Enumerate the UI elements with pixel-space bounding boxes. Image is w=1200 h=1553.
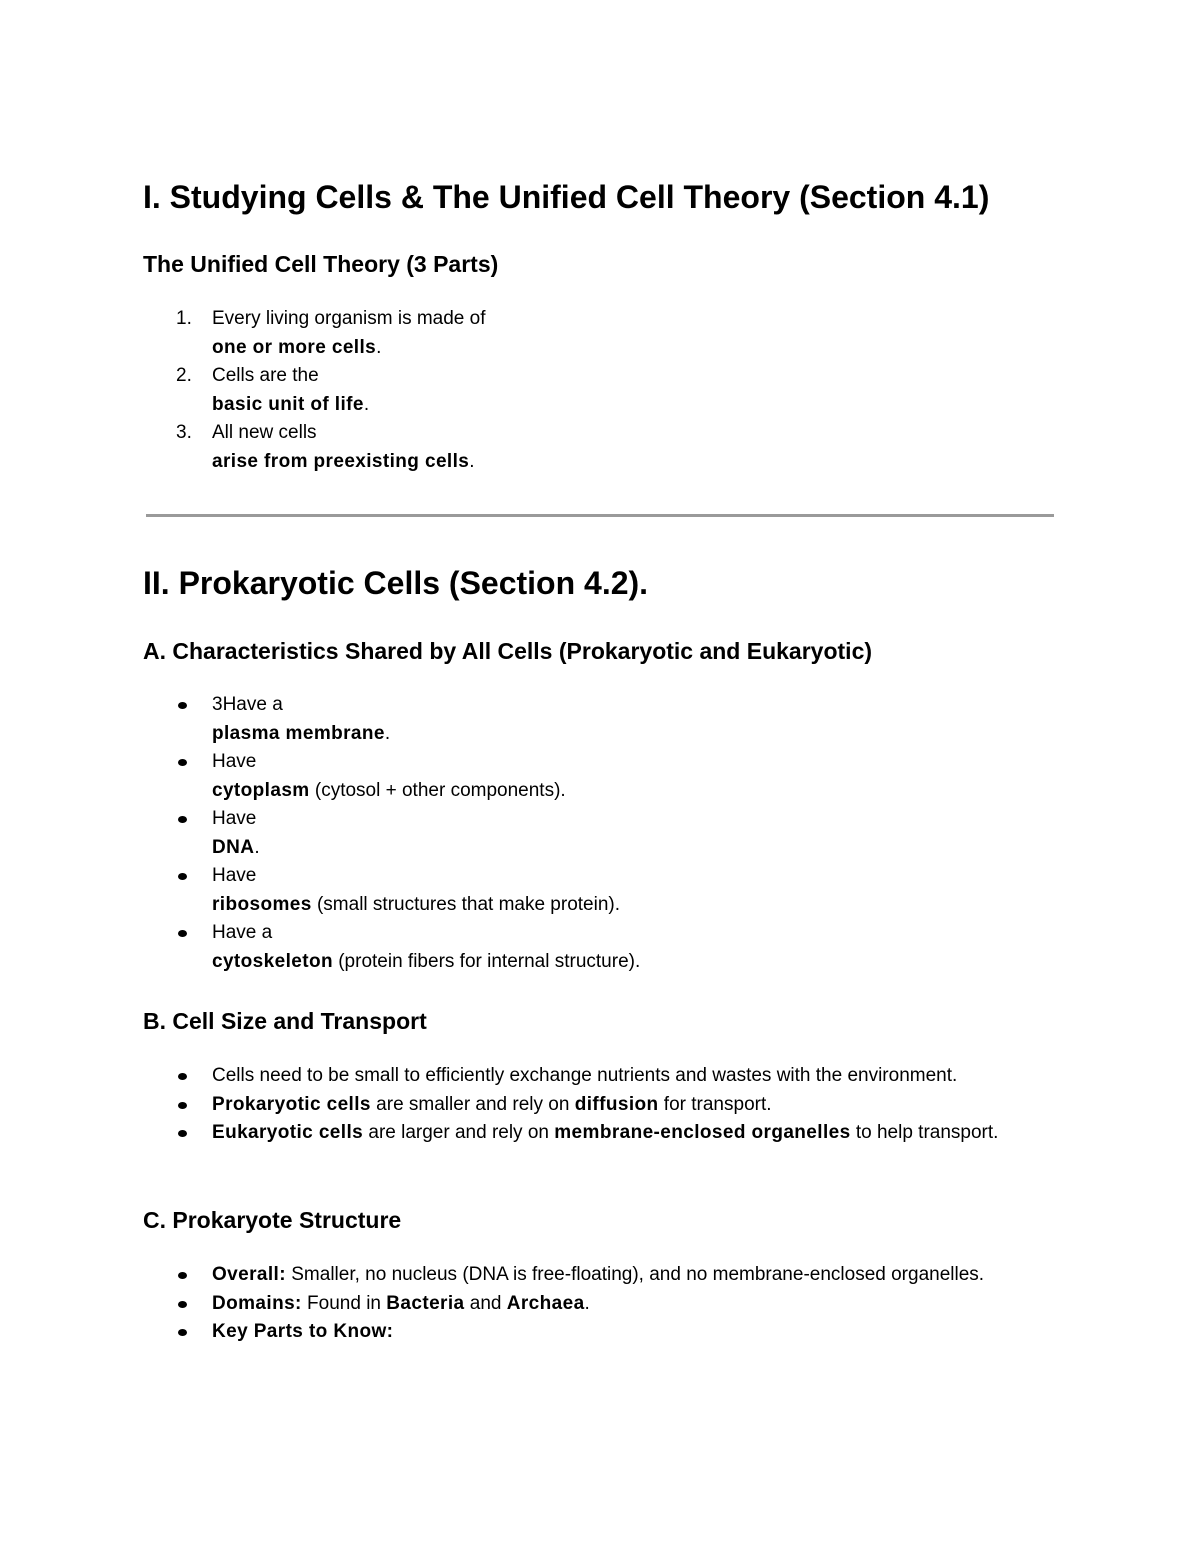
item-text: are smaller and rely on bbox=[370, 1093, 575, 1115]
prokaryote-structure-list bbox=[143, 1261, 1073, 1347]
item-text: All new cells bbox=[212, 422, 317, 443]
bullet-icon bbox=[178, 1301, 187, 1308]
bullet-icon bbox=[178, 1329, 187, 1336]
item-label: Domains: bbox=[212, 1292, 302, 1314]
item-text: and bbox=[464, 1292, 507, 1314]
bullet-icon bbox=[178, 1130, 187, 1137]
item-suffix: . bbox=[376, 336, 382, 358]
item-bold-term: ribosomes bbox=[212, 893, 312, 915]
item-bold-term: cytoplasm bbox=[212, 779, 310, 801]
list-number: 3. bbox=[176, 422, 192, 443]
item-text: Every living organism is made of bbox=[212, 308, 486, 329]
item-suffix: . bbox=[469, 450, 475, 472]
item-bold-term: arise from preexisting cells bbox=[212, 450, 470, 472]
list-item bbox=[143, 805, 1073, 862]
cell-theory-list bbox=[143, 305, 1073, 476]
list-item bbox=[143, 362, 1073, 419]
item-text: Have bbox=[212, 865, 257, 886]
list-item bbox=[143, 919, 1073, 976]
item-bold-term: Archaea bbox=[506, 1292, 585, 1314]
list-item bbox=[143, 1261, 1073, 1290]
item-bold-term: Bacteria bbox=[386, 1292, 465, 1314]
horizontal-divider bbox=[146, 514, 1054, 517]
bullet-icon bbox=[178, 930, 187, 937]
item-bold-term: membrane-enclosed organelles bbox=[554, 1122, 851, 1143]
item-text: . bbox=[584, 1292, 590, 1314]
item-suffix: (cytosol + other components). bbox=[309, 779, 566, 801]
list-item bbox=[143, 691, 1073, 748]
item-text: Cells are the bbox=[212, 365, 319, 386]
item-text: to help transport. bbox=[850, 1122, 999, 1143]
item-bold-term: plasma membrane bbox=[212, 722, 385, 744]
list-number: 2. bbox=[176, 365, 192, 386]
section-2-title: II. Prokaryotic Cells (Section 4.2). bbox=[143, 565, 649, 601]
list-item bbox=[143, 305, 1073, 362]
item-text: 3Have a bbox=[212, 694, 283, 715]
list-item bbox=[143, 748, 1073, 805]
bullet-icon bbox=[178, 759, 187, 766]
item-text: are larger and rely on bbox=[363, 1122, 555, 1143]
list-number: 1. bbox=[176, 308, 192, 329]
bullet-icon bbox=[178, 702, 187, 709]
item-label: Key Parts to Know: bbox=[212, 1321, 394, 1342]
item-suffix: (protein fibers for internal structure). bbox=[332, 950, 641, 972]
list-item bbox=[143, 419, 1073, 476]
cell-size-list bbox=[143, 1062, 1073, 1148]
item-bold-term: Eukaryotic cells bbox=[212, 1122, 364, 1143]
item-bold-term: one or more cells bbox=[212, 336, 377, 358]
item-label: Overall: bbox=[212, 1264, 286, 1285]
item-text: Cells need to be small to efficiently exchange nutrients and wastes with the environment. bbox=[212, 1065, 958, 1086]
item-suffix: . bbox=[384, 722, 391, 744]
item-text: Smaller, no nucleus (DNA is free-floating), and no membrane-enclosed organelles. bbox=[285, 1264, 985, 1285]
unified-cell-theory-heading: The Unified Cell Theory (3 Parts) bbox=[143, 251, 499, 277]
list-item bbox=[143, 1290, 1073, 1319]
bullet-icon bbox=[178, 1102, 187, 1109]
list-item bbox=[143, 1119, 1073, 1148]
item-suffix: (small structures that make protein). bbox=[311, 893, 621, 915]
item-bold-term: diffusion bbox=[574, 1093, 659, 1115]
item-suffix: . bbox=[254, 836, 260, 858]
part-c-heading: C. Prokaryote Structure bbox=[143, 1207, 402, 1233]
list-item bbox=[143, 1091, 1073, 1120]
bullet-icon bbox=[178, 816, 187, 823]
item-suffix: . bbox=[363, 393, 370, 415]
list-item bbox=[143, 862, 1073, 919]
list-item bbox=[143, 1318, 1073, 1347]
item-bold-term: cytoskeleton bbox=[212, 950, 333, 972]
item-text: for transport. bbox=[658, 1093, 772, 1115]
item-bold-term: Prokaryotic cells bbox=[212, 1093, 371, 1115]
bullet-icon bbox=[178, 1073, 187, 1080]
item-bold-term: DNA bbox=[212, 836, 255, 858]
section-1-title: I. Studying Cells & The Unified Cell Theory (Section 4.1) bbox=[143, 179, 990, 215]
item-bold-term: basic unit of life bbox=[212, 393, 364, 415]
item-text: Have a bbox=[212, 922, 273, 943]
item-text: Have bbox=[212, 808, 257, 829]
list-item bbox=[143, 1062, 1073, 1091]
bullet-icon bbox=[178, 1272, 187, 1279]
part-a-heading: A. Characteristics Shared by All Cells (Prokaryotic and Eukaryotic) bbox=[143, 638, 873, 664]
item-text: Have bbox=[212, 751, 257, 772]
shared-characteristics-list bbox=[143, 691, 1073, 976]
part-b-heading: B. Cell Size and Transport bbox=[143, 1008, 427, 1034]
bullet-icon bbox=[178, 873, 187, 880]
item-text: Found in bbox=[301, 1292, 387, 1314]
